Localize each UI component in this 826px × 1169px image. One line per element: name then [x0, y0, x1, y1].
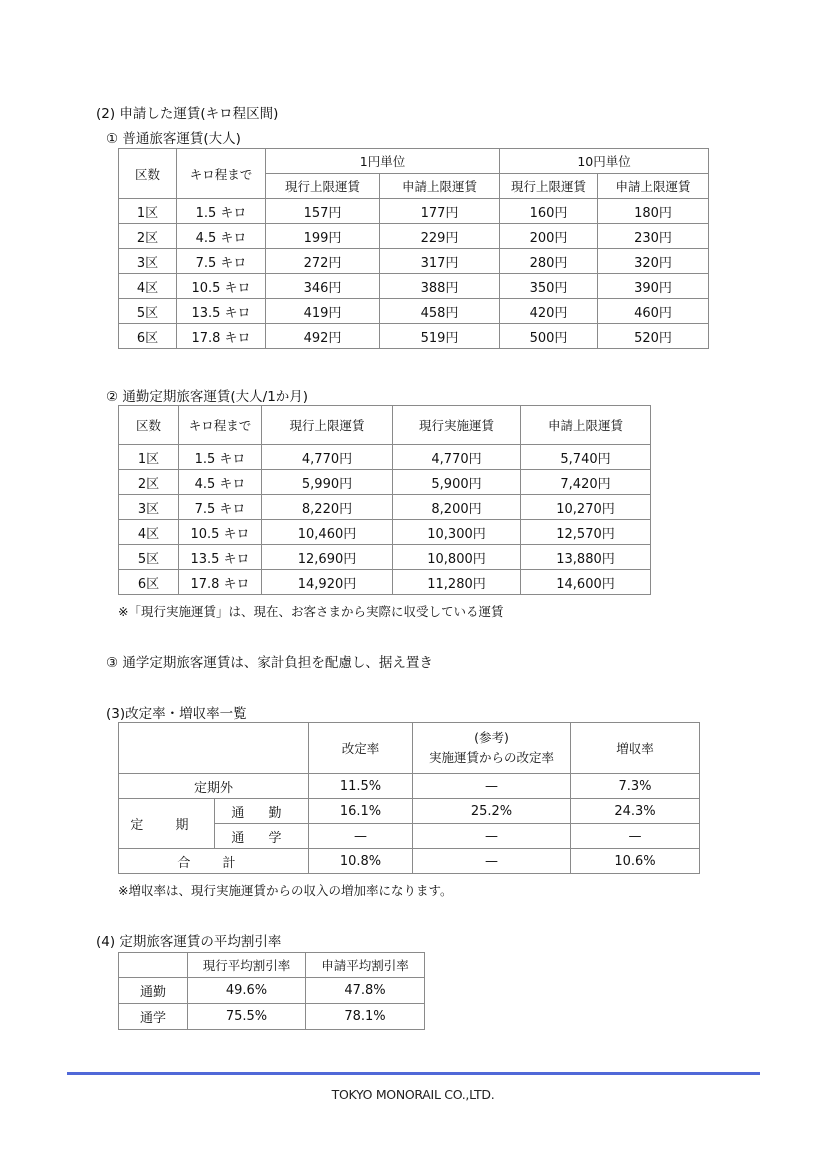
yen1-applied-max-cell: 177円 [380, 199, 500, 224]
distance-cell: 17.8 キロ [177, 324, 266, 349]
current-max-cell: 5,990円 [262, 470, 393, 495]
table-row [119, 495, 651, 520]
item3-school-pass-note: ③ 通学定期旅客運賃は、家計負担を配慮し、据え置き [106, 655, 433, 671]
non-pass-revision: 11.5% [309, 774, 413, 799]
header-1yen-unit: 1円単位 [266, 149, 500, 174]
revision-rate-table [118, 722, 700, 874]
row-label-non-pass: 定期外 [119, 774, 309, 799]
commute-reference: 25.2% [413, 799, 571, 824]
header-reference [413, 723, 571, 774]
distance-cell: 4.5 キロ [177, 224, 266, 249]
table2-title: ② 通勤定期旅客運賃(大人/1か月) [106, 389, 309, 405]
yen10-current-max-cell: 200円 [500, 224, 598, 249]
non-pass-revenue: 7.3% [571, 774, 700, 799]
distance-cell: 4.5 キロ [179, 470, 262, 495]
zone-cell: 5区 [119, 299, 177, 324]
pass-type-cell: 通学 [119, 1004, 188, 1030]
header-zone: 区数 [119, 406, 179, 445]
applied-max-cell: 13,880円 [521, 545, 651, 570]
header-distance: キロ程まで [179, 406, 262, 445]
footer-company-name: TOKYO MONORAIL CO.,LTD. [331, 1087, 495, 1102]
row-label-total: 合 計 [119, 849, 309, 874]
zone-cell: 5区 [119, 545, 179, 570]
distance-cell: 13.5 キロ [179, 545, 262, 570]
table-row [119, 570, 651, 595]
header-10yen-applied-max: 申請上限運賃 [598, 174, 709, 199]
row-group-pass-label: 定 期 [130, 818, 203, 833]
total-reference: — [413, 849, 571, 874]
yen1-applied-max-cell: 388円 [380, 274, 500, 299]
commuter-pass-fare-table [118, 405, 651, 595]
applied-max-cell: 10,270円 [521, 495, 651, 520]
total-revision: 10.8% [309, 849, 413, 874]
current-max-cell: 4,770円 [262, 445, 393, 470]
ordinary-fare-table [118, 148, 709, 349]
header-current-discount: 現行平均割引率 [188, 953, 306, 978]
applied-max-cell: 5,740円 [521, 445, 651, 470]
table-row [119, 249, 709, 274]
yen1-current-max-cell: 199円 [266, 224, 380, 249]
current-actual-cell: 10,300円 [393, 520, 521, 545]
header-reference-line1: (参考) [474, 730, 509, 745]
row-group-pass [119, 799, 215, 849]
current-actual-cell: 4,770円 [393, 445, 521, 470]
header-10yen-current-max: 現行上限運賃 [500, 174, 598, 199]
table-row [119, 224, 709, 249]
yen1-current-max-cell: 492円 [266, 324, 380, 349]
zone-cell: 6区 [119, 324, 177, 349]
table-row [119, 978, 425, 1004]
school-reference: — [413, 824, 571, 849]
table-row [119, 520, 651, 545]
current-discount-cell: 49.6% [188, 978, 306, 1004]
distance-cell: 10.5 キロ [179, 520, 262, 545]
table2-note: ※「現行実施運賃」は、現在、お客さまから実際に収受している運賃 [118, 604, 504, 619]
distance-cell: 10.5 キロ [177, 274, 266, 299]
current-discount-cell: 75.5% [188, 1004, 306, 1030]
header-applied-max: 申請上限運賃 [521, 406, 651, 445]
yen10-current-max-cell: 500円 [500, 324, 598, 349]
zone-cell: 1区 [119, 445, 179, 470]
yen10-current-max-cell: 280円 [500, 249, 598, 274]
header-current-max: 現行上限運賃 [262, 406, 393, 445]
yen1-applied-max-cell: 519円 [380, 324, 500, 349]
yen10-applied-max-cell: 460円 [598, 299, 709, 324]
current-actual-cell: 5,900円 [393, 470, 521, 495]
table-row [119, 545, 651, 570]
header-blank [119, 953, 188, 978]
zone-cell: 4区 [119, 520, 179, 545]
zone-cell: 1区 [119, 199, 177, 224]
yen10-current-max-cell: 350円 [500, 274, 598, 299]
zone-cell: 3区 [119, 495, 179, 520]
header-blank [119, 723, 309, 774]
table-row [119, 324, 709, 349]
yen1-current-max-cell: 419円 [266, 299, 380, 324]
zone-cell: 3区 [119, 249, 177, 274]
section-2-title: (2) 申請した運賃(キロ程区間) [96, 106, 279, 122]
distance-cell: 17.8 キロ [179, 570, 262, 595]
yen1-current-max-cell: 346円 [266, 274, 380, 299]
header-revenue-rate: 増収率 [571, 723, 700, 774]
yen10-applied-max-cell: 230円 [598, 224, 709, 249]
table-row [119, 299, 709, 324]
applied-max-cell: 14,600円 [521, 570, 651, 595]
distance-cell: 13.5 キロ [177, 299, 266, 324]
header-1yen-current-max: 現行上限運賃 [266, 174, 380, 199]
school-revision: — [309, 824, 413, 849]
distance-cell: 1.5 キロ [179, 445, 262, 470]
yen10-applied-max-cell: 390円 [598, 274, 709, 299]
header-1yen-applied-max: 申請上限運賃 [380, 174, 500, 199]
header-zone: 区数 [119, 149, 177, 199]
school-revenue: — [571, 824, 700, 849]
current-max-cell: 8,220円 [262, 495, 393, 520]
header-current-actual: 現行実施運賃 [393, 406, 521, 445]
yen1-applied-max-cell: 458円 [380, 299, 500, 324]
non-pass-reference: — [413, 774, 571, 799]
current-actual-cell: 11,280円 [393, 570, 521, 595]
current-actual-cell: 8,200円 [393, 495, 521, 520]
zone-cell: 2区 [119, 470, 179, 495]
commute-revision: 16.1% [309, 799, 413, 824]
table-row [119, 1004, 425, 1030]
section-4-title: (4) 定期旅客運賃の平均割引率 [96, 934, 282, 950]
average-discount-table [118, 952, 425, 1030]
applied-discount-cell: 78.1% [306, 1004, 425, 1030]
yen10-applied-max-cell: 520円 [598, 324, 709, 349]
current-max-cell: 12,690円 [262, 545, 393, 570]
commute-revenue: 24.3% [571, 799, 700, 824]
applied-discount-cell: 47.8% [306, 978, 425, 1004]
yen10-applied-max-cell: 320円 [598, 249, 709, 274]
table-row [119, 849, 700, 874]
total-revenue: 10.6% [571, 849, 700, 874]
yen1-applied-max-cell: 229円 [380, 224, 500, 249]
pass-type-cell: 通勤 [119, 978, 188, 1004]
header-distance: キロ程まで [177, 149, 266, 199]
current-max-cell: 10,460円 [262, 520, 393, 545]
table-row [119, 470, 651, 495]
section3-note: ※増収率は、現行実施運賃からの収入の増加率になります。 [118, 883, 453, 898]
table-row [119, 199, 709, 224]
table-row [119, 274, 709, 299]
header-10yen-unit: 10円単位 [500, 149, 709, 174]
distance-cell: 7.5 キロ [177, 249, 266, 274]
yen1-current-max-cell: 272円 [266, 249, 380, 274]
table-row [119, 799, 700, 824]
zone-cell: 4区 [119, 274, 177, 299]
section-3-title: (3)改定率・増収率一覧 [106, 706, 247, 722]
yen10-current-max-cell: 160円 [500, 199, 598, 224]
yen1-applied-max-cell: 317円 [380, 249, 500, 274]
header-reference-line2: 実施運賃からの改定率 [428, 750, 554, 765]
yen10-current-max-cell: 420円 [500, 299, 598, 324]
distance-cell: 7.5 キロ [179, 495, 262, 520]
current-max-cell: 14,920円 [262, 570, 393, 595]
yen10-applied-max-cell: 180円 [598, 199, 709, 224]
zone-cell: 6区 [119, 570, 179, 595]
applied-max-cell: 12,570円 [521, 520, 651, 545]
table-row [119, 774, 700, 799]
header-revision-rate: 改定率 [309, 723, 413, 774]
footer-rule [67, 1072, 760, 1075]
row-label-commute: 通 勤 [215, 799, 309, 824]
table1-title: ① 普通旅客運賃(大人) [106, 131, 241, 147]
zone-cell: 2区 [119, 224, 177, 249]
current-actual-cell: 10,800円 [393, 545, 521, 570]
header-applied-discount: 申請平均割引率 [306, 953, 425, 978]
applied-max-cell: 7,420円 [521, 470, 651, 495]
distance-cell: 1.5 キロ [177, 199, 266, 224]
row-label-school: 通 学 [215, 824, 309, 849]
yen1-current-max-cell: 157円 [266, 199, 380, 224]
table-row [119, 445, 651, 470]
